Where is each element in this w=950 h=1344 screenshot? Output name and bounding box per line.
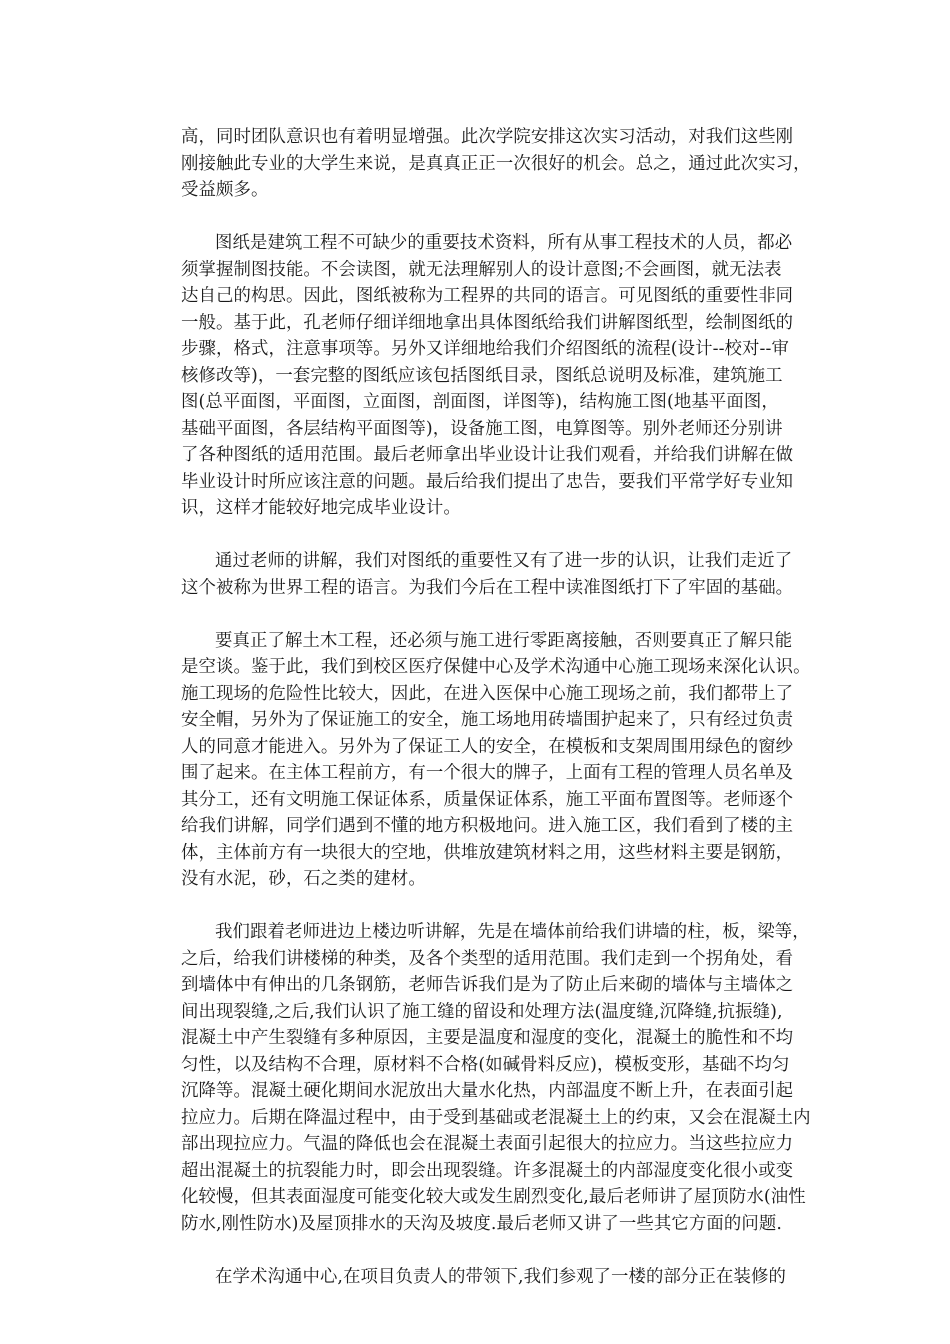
text-line: 须掌握制图技能。不会读图，就无法理解别人的设计意图;不会画图，就无法表 (181, 259, 782, 280)
text-line: 超出混凝土的抗裂能力时，即会出现裂缝。许多混凝土的内部湿度变化很小或变 (181, 1160, 794, 1181)
text-line: 通过老师的讲解，我们对图纸的重要性又有了进一步的认识，让我们走近了 (215, 551, 793, 571)
paragraph-gap (181, 1237, 781, 1264)
text-line: 毕业设计时所应该注意的问题。最后给我们提出了忠告，要我们平常学好专业知 (181, 471, 794, 492)
text-line: 图纸是建筑工程不可缺少的重要技术资料，所有从事工程技术的人员，都必 (215, 233, 793, 253)
text-line: 拉应力。后期在降温过程中，由于受到基础或老混凝土上的约束，又会在混凝土内 (181, 1107, 811, 1128)
text-line: 要真正了解土木工程，还必须与施工进行零距离接触，否则要真正了解只能 (215, 630, 793, 651)
paragraph (181, 628, 811, 893)
text-line: 围了起来。在主体工程前方，有一个很大的牌子，上面有工程的管理人员名单及 (181, 763, 794, 783)
text-line: 受益颇多。 (181, 180, 269, 200)
text-line: 这个被称为世界工程的语言。为我们今后在工程中读准图纸打下了牢固的基础。 (181, 577, 794, 598)
paragraph-gap (181, 601, 781, 628)
text-line: 安全帽，另外为了保证施工的安全，施工场地用砖墙围护起来了，只有经过负责 (181, 710, 794, 730)
text-line: 施工现场的危险性比较大，因此，在进入医保中心施工现场之前，我们都带上了 (181, 683, 794, 704)
text-line: 一般。基于此，孔老师仔细详细地拿出具体图纸给我们讲解图纸型，绘制图纸的 (181, 312, 794, 333)
text-line: 人的同意才能进入。另外为了保证工人的安全，在模板和支架周围用绿色的窗纱 (181, 736, 794, 757)
paragraph (181, 1264, 786, 1291)
paragraph-gap (181, 893, 781, 920)
text-line: 沉降等。混凝土硬化期间水泥放出大量水化热，内部温度不断上升，在表面引起 (181, 1081, 794, 1101)
text-line: 我们跟着老师进边上楼边听讲解，先是在墙体前给我们讲墙的柱，板，梁等， (215, 922, 810, 942)
text-line: 防水,刚性防水)及屋顶排水的天沟及坡度.最后老师又讲了一些其它方面的问题. (181, 1213, 782, 1234)
text-line: 高，同时团队意识也有着明显增强。此次学院安排这次实习活动，对我们这些刚 (181, 127, 794, 147)
text-line: 之后，给我们讲楼梯的种类，及各个类型的适用范围。我们走到一个拐角处，看 (181, 948, 794, 969)
text-line: 刚接触此专业的大学生来说，是真真正正一次很好的机会。总之，通过此次实习， (181, 153, 811, 174)
text-line: 基础平面图，各层结构平面图等)，设备施工图，电算图等。别外老师还分别讲 (181, 418, 783, 439)
document-body (181, 124, 811, 1290)
paragraph-gap (181, 522, 781, 549)
text-line: 给我们讲解，同学们遇到不懂的地方积极地问。进入施工区，我们看到了楼的主 (181, 816, 794, 836)
text-line: 达自己的构思。因此，图纸被称为工程界的共同的语言。可见图纸的重要性非同 (181, 286, 794, 306)
paragraph (181, 230, 794, 522)
text-line: 了各种图纸的适用范围。最后老师拿出毕业设计让我们观看，并给我们讲解在做 (181, 445, 794, 465)
paragraph-gap (181, 204, 781, 231)
text-line: 步骤，格式，注意事项等。另外又详细地给我们介绍图纸的流程(设计--校对--审 (181, 339, 789, 359)
paragraph (181, 548, 794, 601)
text-line: 到墙体中有伸出的几条钢筋，老师告诉我们是为了防止后来砌的墙体与主墙体之 (181, 975, 794, 995)
text-line: 在学术沟通中心,在项目负责人的带领下,我们参观了一楼的部分正在装修的 (215, 1266, 786, 1287)
text-line: 没有水泥，砂，石之类的建材。 (181, 869, 426, 889)
text-line: 图(总平面图，平面图，立面图，剖面图，详图等)，结构施工图(地基平面图， (181, 392, 779, 412)
text-line: 是空谈。鉴于此，我们到校区医疗保健中心及学术沟通中心施工现场来深化认识。 (181, 657, 811, 677)
paragraph (181, 919, 811, 1237)
text-line: 部出现拉应力。气温的降低也会在混凝土表面引起很大的拉应力。当这些拉应力 (181, 1134, 794, 1154)
text-line: 匀性，以及结构不合理，原材料不合格(如碱骨料反应)，模板变形，基础不均匀 (181, 1054, 790, 1075)
text-line: 体，主体前方有一块很大的空地，供堆放建筑材料之用，这些材料主要是钢筋， (181, 842, 794, 863)
paragraph (181, 124, 811, 204)
text-line: 间出现裂缝,之后,我们认识了施工缝的留设和处理方法(温度缝,沉降缝,抗振缝), (181, 1001, 783, 1022)
text-line: 混凝土中产生裂缝有多种原因，主要是温度和湿度的变化，混凝土的脆性和不均 (181, 1028, 794, 1048)
text-line: 识，这样才能较好地完成毕业设计。 (181, 498, 461, 518)
text-line: 核修改等)，一套完整的图纸应该包括图纸目录，图纸总说明及标准，建筑施工 (181, 365, 783, 386)
text-line: 其分工，还有文明施工保证体系，质量保证体系，施工平面布置图等。老师逐个 (181, 789, 794, 810)
text-line: 化较慢，但其表面湿度可能变化较大或发生剧烈变化,最后老师讲了屋顶防水(油性 (181, 1187, 806, 1207)
